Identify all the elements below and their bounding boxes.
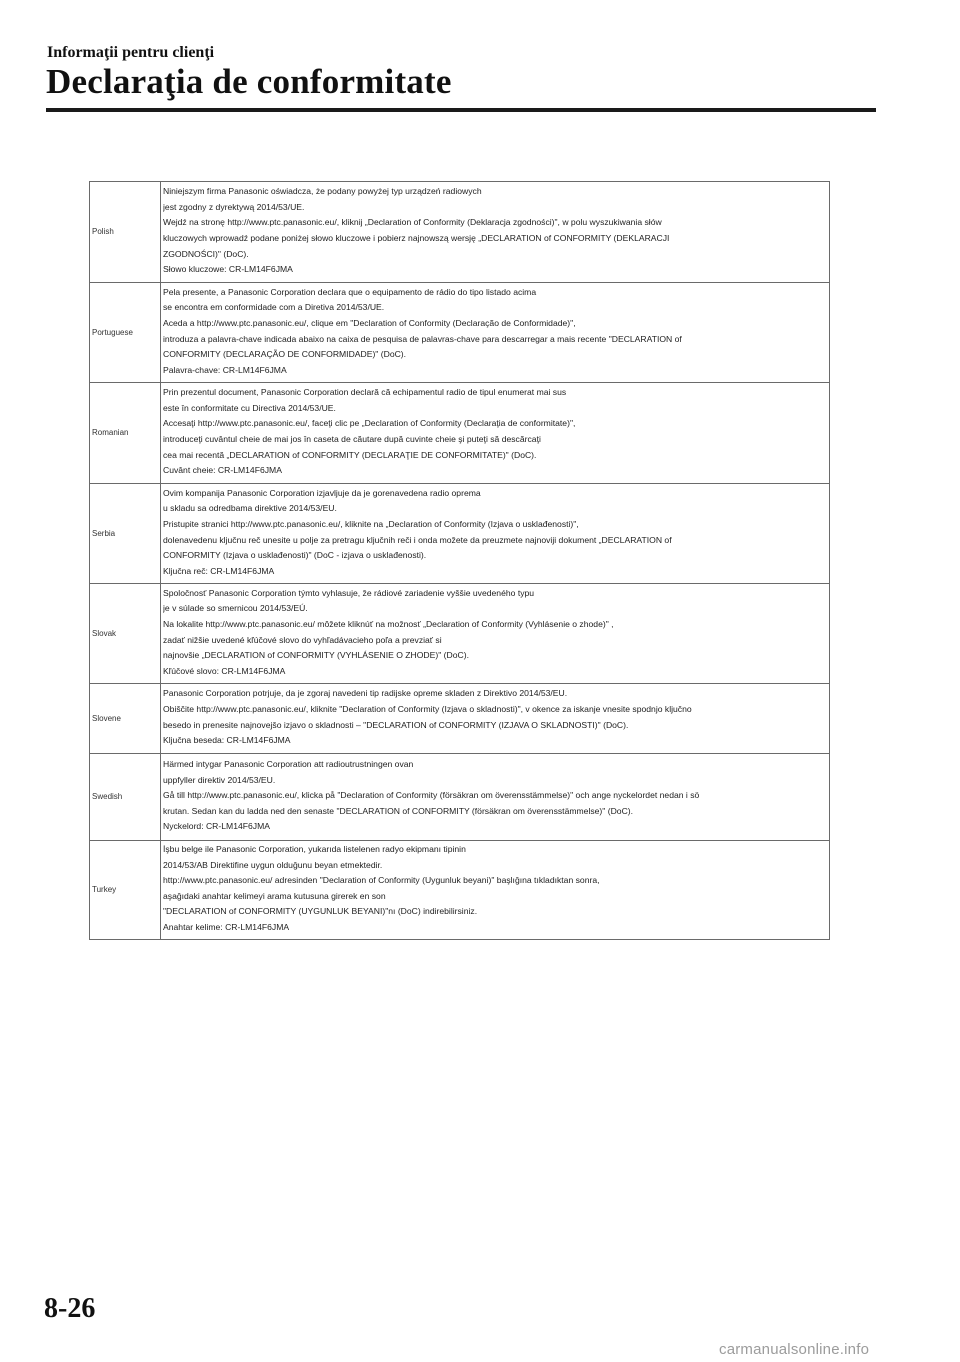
table-row xyxy=(90,283,830,383)
declaration-line: Na lokalite http://www.ptc.panasonic.eu/ môžete kliknúť na možnosť „Declaration of Conformity (Vyhlásenie o zhode)" , xyxy=(163,618,614,629)
language-cell: Portuguese xyxy=(90,283,161,383)
declaration-line: Ključna beseda: CR-LM14F6JMA xyxy=(163,735,291,746)
declaration-line: ZGODNOŚCI)" (DoC). xyxy=(163,248,249,259)
declaration-text-cell xyxy=(161,383,830,484)
declaration-line: Aceda a http://www.ptc.panasonic.eu/, clique em "Declaration of Conformity (Declaração de Conformidade)", xyxy=(163,317,576,328)
declaration-line: "DECLARATION of CONFORMITY (UYGUNLUK BEYANI)"nı (DoC) indirebilirsiniz. xyxy=(163,906,478,917)
table-row xyxy=(90,484,830,584)
title-rule xyxy=(46,108,876,112)
language-cell: Slovene xyxy=(90,684,161,754)
table-row xyxy=(90,684,830,754)
declaration-line: İşbu belge ile Panasonic Corporation, yukarıda listelenen radyo ekipmanı tipinin xyxy=(163,844,466,854)
declaration-text-cell xyxy=(161,584,830,684)
declaration-line: este în conformitate cu Directiva 2014/53/UE. xyxy=(163,402,336,413)
declaration-text-cell xyxy=(161,841,830,940)
declaration-text-cell xyxy=(161,283,830,383)
declaration-text-cell xyxy=(161,754,830,841)
declaration-line: Cuvânt cheie: CR-LM14F6JMA xyxy=(163,465,282,476)
declaration-line: Ključna reč: CR-LM14F6JMA xyxy=(163,565,275,576)
declaration-line: zadať nižšie uvedené kľúčové slovo do vyhľadávacieho poľa a prevziať si xyxy=(163,634,442,645)
declaration-text-cell xyxy=(161,684,830,754)
watermark: carmanualsonline.info xyxy=(719,1341,870,1358)
declaration-table xyxy=(89,181,830,940)
table-row xyxy=(90,754,830,841)
declaration-line: Wejdź na stronę http://www.ptc.panasonic.eu/, kliknij „Declaration of Conformity (Deklaracja zgodności)", w polu wyszukiwania słów xyxy=(163,217,662,228)
declaration-line: CONFORMITY (DECLARAÇÃO DE CONFORMIDADE)" (DoC). xyxy=(163,349,407,360)
declaration-line: Anahtar kelime: CR-LM14F6JMA xyxy=(163,921,290,932)
table-row xyxy=(90,841,830,940)
declaration-line: jest zgodny z dyrektywą 2014/53/UE. xyxy=(163,201,305,212)
declaration-text-cell xyxy=(161,484,830,584)
page-title: Declaraţia de conformitate xyxy=(46,62,452,101)
declaration-line: uppfyller direktiv 2014/53/EU. xyxy=(163,774,276,785)
declaration-line: Ovim kompanija Panasonic Corporation izjavljuje da je gorenavedena radio oprema xyxy=(163,487,481,498)
declaration-line: u skladu sa odredbama direktive 2014/53/EU. xyxy=(163,503,337,514)
declaration-line: Härmed intygar Panasonic Corporation att radioutrustningen ovan xyxy=(163,759,414,770)
declaration-line: Kľúčové slovo: CR-LM14F6JMA xyxy=(163,665,286,676)
declaration-line: besedo in prenesite najnovejšo izjavo o skladnosti – "DECLARATION of CONFORMITY (IZJAVA O SKLADNOSTI)" (DoC). xyxy=(163,719,629,730)
declaration-line: CONFORMITY (Izjava o usklađenosti)" (DoC - izjava o usklađenosti). xyxy=(163,550,427,561)
declaration-line: se encontra em conformidade com a Diretiva 2014/53/UE. xyxy=(163,302,385,313)
declaration-line: je v súlade so smernicou 2014/53/EÚ. xyxy=(163,603,308,614)
declaration-line: Obiščite http://www.ptc.panasonic.eu/, kliknite "Declaration of Conformity (Izjava o skladnosti)", v okence za iskanje vnesite spodnjo ključno xyxy=(163,703,692,714)
declaration-line: http://www.ptc.panasonic.eu/ adresinden "Declaration of Conformity (Uygunluk beyani)" başlığına tıkladıktan sonra, xyxy=(163,875,600,886)
declaration-line: Pristupite stranici http://www.ptc.panasonic.eu/, kliknite na „Declaration of Conformity (Izjava o usklađenosti)", xyxy=(163,518,579,529)
declaration-line: Słowo kluczowe: CR-LM14F6JMA xyxy=(163,264,293,275)
declaration-line: 2014/53/AB Direktifine uygun olduğunu beyan etmektedir. xyxy=(163,859,383,870)
page-number: 8-26 xyxy=(44,1293,96,1324)
declaration-line: Gå till http://www.ptc.panasonic.eu/, klicka på "Declaration of Conformity (försäkran om överensstämmelse)" och ange nyckelordet nedan i sö xyxy=(163,790,700,801)
declaration-line: aşağıdaki anahtar kelimeyi arama kutusuna girerek en son xyxy=(163,890,386,901)
declaration-line: kluczowych wprowadź podane poniżej słowo kluczowe i pobierz najnowszą wersję „DECLARATION of CONFORMITY (DEKLARACJI xyxy=(163,233,670,243)
declaration-line: Prin prezentul document, Panasonic Corporation declară că echipamentul radio de tipul enumerat mai sus xyxy=(163,387,567,398)
section-label: Informaţii pentru clienţi xyxy=(47,44,215,61)
language-cell: Slovak xyxy=(90,584,161,684)
language-cell: Romanian xyxy=(90,383,161,484)
declaration-line: Niniejszym firma Panasonic oświadcza, że podany powyżej typ urządzeń radiowych xyxy=(163,186,482,197)
language-cell: Turkey xyxy=(90,841,161,940)
table-row xyxy=(90,383,830,484)
declaration-line: cea mai recentă „DECLARATION of CONFORMITY (DECLARAŢIE DE CONFORMITATE)" (DoC). xyxy=(163,449,537,460)
language-cell: Serbia xyxy=(90,484,161,584)
language-cell: Swedish xyxy=(90,754,161,841)
declaration-line: Spoločnosť Panasonic Corporation týmto vyhlasuje, že rádiové zariadenie vyššie uvedeného typu xyxy=(163,587,535,598)
declaration-line: introduceţi cuvântul cheie de mai jos în caseta de căutare după cuvinte cheie şi puteţi să descărcaţi xyxy=(163,434,541,444)
language-cell: Polish xyxy=(90,182,161,283)
declaration-line: krutan. Sedan kan du ladda ned den senaste "DECLARATION of CONFORMITY (försäkran om överensstämmelse)" (DoC). xyxy=(163,805,634,816)
declaration-line: Accesaţi http://www.ptc.panasonic.eu/, faceţi clic pe „Declaration of Conformity (Declaraţia de conformitate)", xyxy=(163,418,576,429)
table-row xyxy=(90,182,830,283)
table-row xyxy=(90,584,830,684)
declaration-line: dolenavedenu ključnu reč unesite u polje za pretragu ključnih reči i onda možete da preuzmete najnoviji dokument „DECLARATION of xyxy=(163,534,672,545)
declaration-line: Pela presente, a Panasonic Corporation declara que o equipamento de rádio do tipo listado acima xyxy=(163,286,537,297)
declaration-table-body xyxy=(90,182,830,940)
declaration-text-cell xyxy=(161,182,830,283)
declaration-line: introduza a palavra-chave indicada abaixo na caixa de pesquisa de palavras-chave para descarregar a mais recente "DECLARATION of xyxy=(163,333,682,344)
declaration-line: najnovšie „DECLARATION of CONFORMITY (VYHLÁSENIE O ZHODE)" (DoC). xyxy=(163,650,469,661)
declaration-line: Panasonic Corporation potrjuje, da je zgoraj navedeni tip radijske opreme skladen z Direktivo 2014/53/EU. xyxy=(163,688,568,699)
declaration-line: Palavra-chave: CR-LM14F6JMA xyxy=(163,364,287,375)
declaration-line: Nyckelord: CR-LM14F6JMA xyxy=(163,821,270,832)
